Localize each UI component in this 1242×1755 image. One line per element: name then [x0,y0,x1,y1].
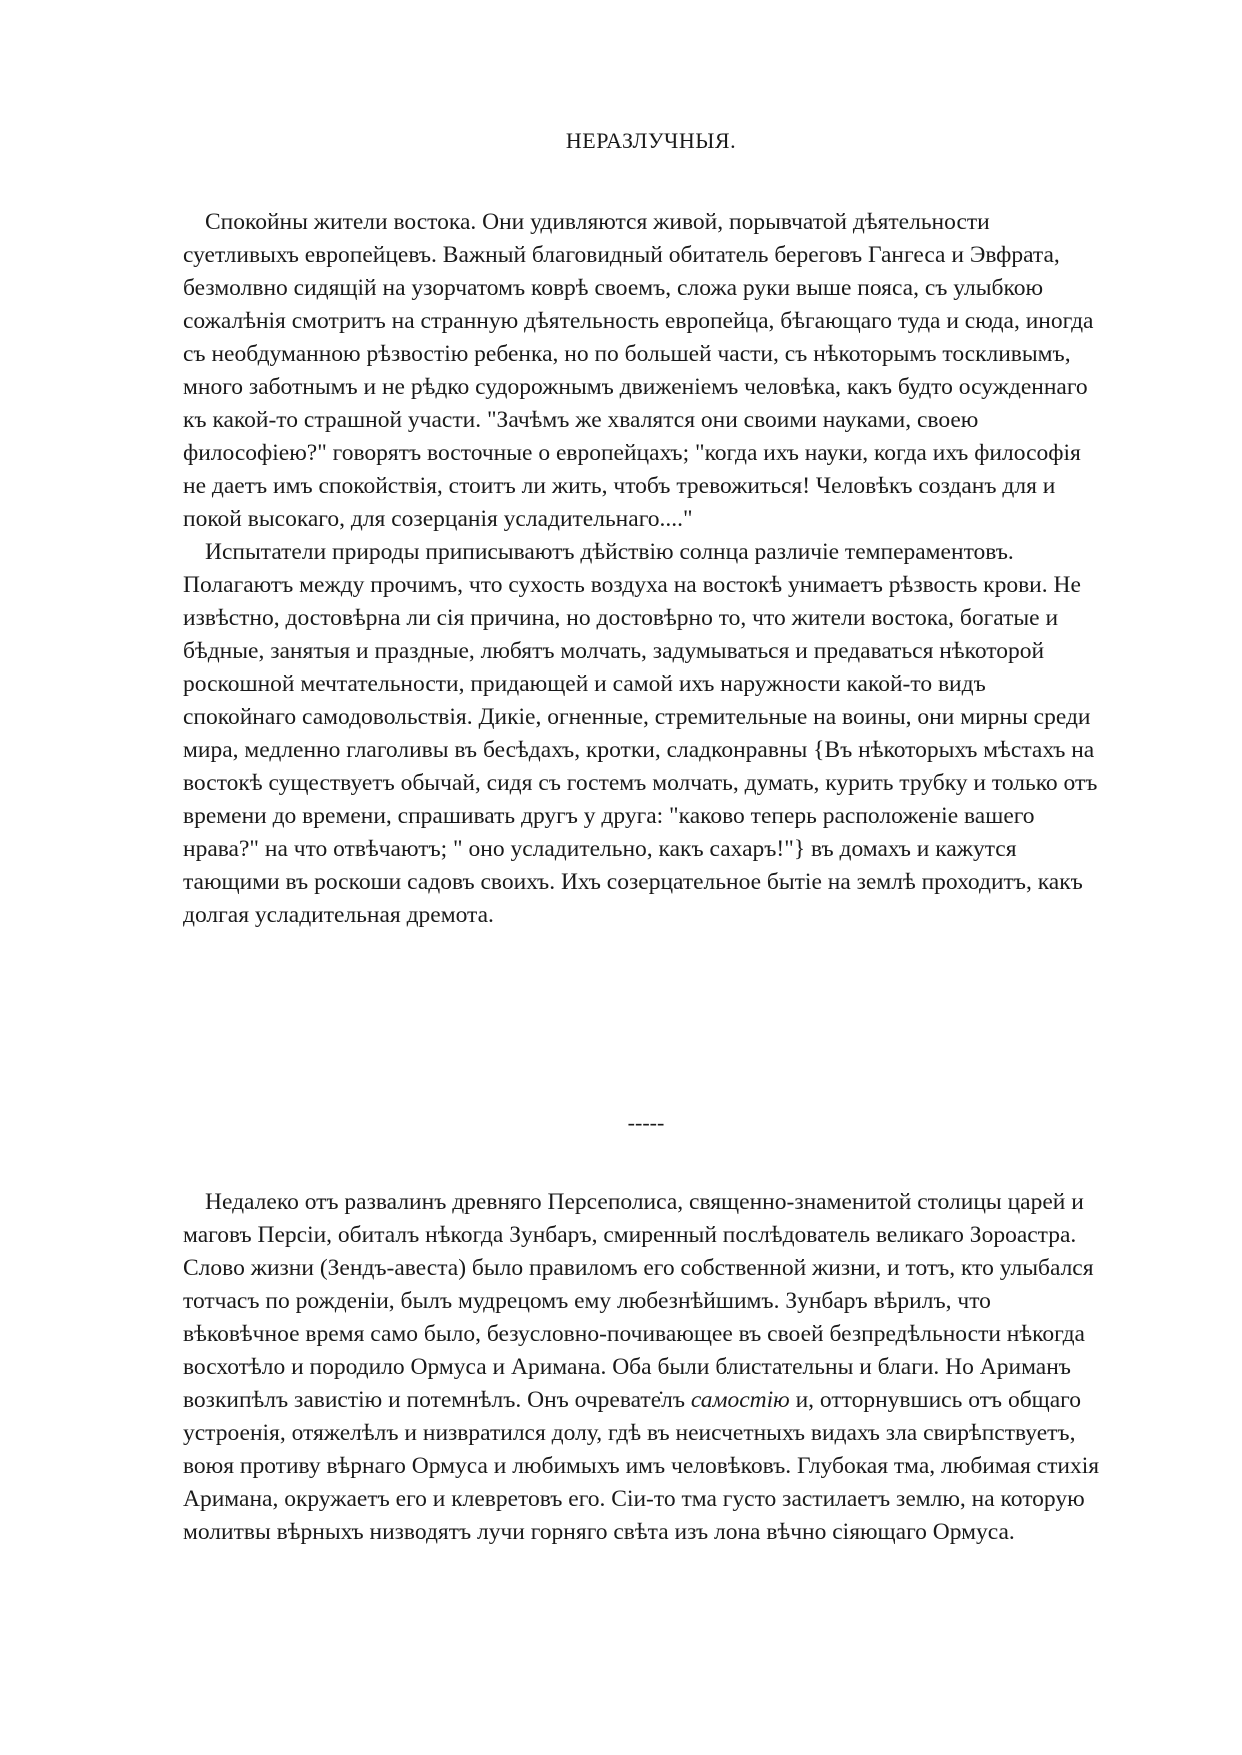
text-section-2 [183,1186,1103,1549]
paragraph-1: Спокойны жители востока. Они удивляются живой, порывчатой дѣятельности суетливыхъ европейцевъ. Важный благовидный обитатель береговъ Гангеса и Эвфрата, безмолвно сидящій на узорчатомъ коврѣ своемъ, сложа руки выше пояса, съ улыбкою сожалѣнія смотритъ на странную дѣятельность европейца, бѣгающаго туда и сюда, иногда съ необдуманною рѣзвостію ребенка, но по большей части, съ нѣкоторымъ тоскливымъ, много заботнымъ и не рѣдко судорожнымъ движеніемъ человѣка, какъ будто осужденнаго къ какой-то страшной участи. "Зачѣмъ же хвалятся они своими науками, своею философіею?" говорятъ восточные о европейцахъ; "когда ихъ науки, когда ихъ философія не даетъ имъ спокойствія, стоитъ ли жить, чтобъ тревожиться! Человѣкъ созданъ для и покой высокаго, для созерцанія усладительнаго...." [183,209,1094,532]
paragraph-3-italic: самостію [690,1387,790,1413]
section-separator: ----- [627,1110,665,1135]
page-title: НЕРАЗЛУЧНЫЯ. [565,128,737,153]
paragraph-3 [183,1186,1103,1549]
paragraph-3-part-1: Недалеко отъ развалинъ древняго Персеполиса, священно-знаменитой столицы царей и маговъ Персіи, обиталъ нѣкогда Зунбаръ, смиренный послѣдователь великаго Зороастра. Слово жизни (Зендъ-авеста) было правиломъ его собственной жизни, и тотъ, кто улыбался тотчасъ по рожденіи, былъ мудрецомъ ему любезнѣйшимъ. Зунбаръ вѣрилъ, что вѣковѣчное время само было, безусловно-почивающее въ своей безпредѣльности нѣкогда восхотѣло и породило Ормуса и Аримана. Оба были блистательны и благи. Но Ариманъ возкипѣлъ завистію и потемнѣлъ. Онъ очревате̇лъ [183,1189,1094,1413]
paragraph-2: Испытатели природы приписываютъ дѣйствію солнца различіе темпераментовъ. Полагаютъ между прочимъ, что сухость воздуха на востокѣ унимаетъ рѣзвость крови. Не извѣстно, достовѣрна ли сія причина, но достовѣрно то, что жители востока, богатые и бѣдные, занятыя и праздные, любятъ молчать, задумываться и предаваться нѣкоторой роскошной мечтательности, придающей и самой ихъ наружности какой-то видъ спокойнаго самодовольствія. Дикіе, огненные, стремительные на воины, они мирны среди мира, медленно глаголивы въ бесѣдахъ, кротки, сладконравны {Въ нѣкоторыхъ мѣстахъ на востокѣ существуетъ обычай, сидя съ гостемъ молчать, думать, курить трубку и только отъ времени до времени, спрашивать другъ у друга: "каково теперь расположеніе вашего нрава?" на что отвѣчаютъ; " оно усладительно, какъ сахаръ!"} въ домахъ и кажутся тающими въ роскоши садовъ своихъ. Ихъ созерцательное бытіе на землѣ проходитъ, какъ долгая усладительная дремота. [183,539,1098,928]
paragraph-3-part-2: и, отторнувшись отъ общаго устроенія, отяжелѣлъ и низвратился долу, гдѣ въ неисчетныхъ видахъ зла свирѣпствуетъ, воюя противу вѣрнаго Ормуса и любимыхъ имъ человѣковъ. Глубокая тма, любимая стихія Аримана, окружаетъ его и клевретовъ его. Сіи-то тма густо застилаетъ землю, на которую молитвы вѣрныхъ низводятъ лучи горняго свѣта изъ лона вѣчно сіяющаго Ормуса. [183,1387,1100,1545]
text-section-1 [183,206,1103,932]
